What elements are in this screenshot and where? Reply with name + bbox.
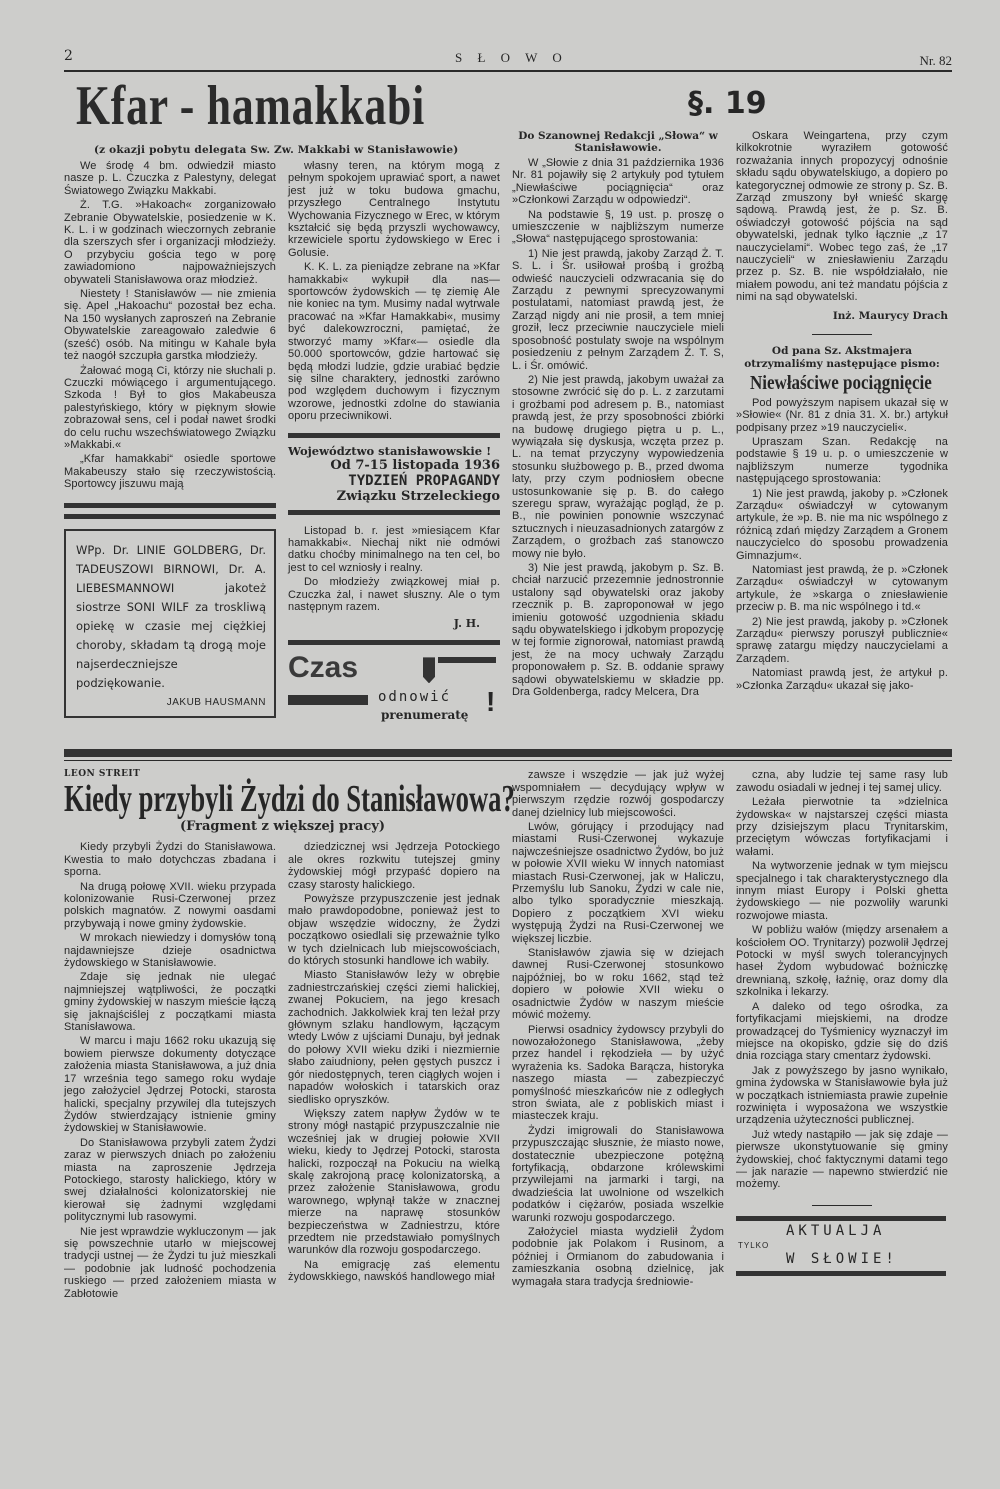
- paragraph: Miasto Stanisławów leży w obrębie zadniestrczańskiej części ziemi halickiej, zwanej Pokuciem, na jego kresach zachodnich. Jakkolwiek kraj ten leżał przy głównym szlaku handlowym, łączącym wtedy Lwów z ujściami Dunaju, był jednak do połowy XVII wieku dziki i niezmiernie słabo zaiudniony, pełen gęstych puszcz i gór niedostępnych, teren ciągłych wojen i napadów wołoskich i tatarskich oraz siedlisko opryszków.: [288, 969, 500, 1106]
- paragraph: Większy zatem napływ Żydów w te strony mógł nastąpić przypuszczalnie nie wcześniej jak w drugiej połowie XVII wieku, kiedy to Jędrzej Potocki, starosta halicki, rozpoczął na Pokuciu na wielką skalę zakrojoną pracę kolonizatorską, a przez założenie Stanisławowa, grodu warownego, wpłynął także w znacznej mierze na naprawę stosunków bezpieczeństwa w Zadniestrzu, które przedtem nie przedstawiało pomyślnych warunków dla rozwoju gospodarczego.: [288, 1107, 500, 1257]
- decor-bar: [736, 1271, 946, 1276]
- paragraph: Do Stanisławowa przybyli zatem Żydzi zaraz w pierwszych dniach po założeniu miasta na zaproszenie Jędrzeja Potockiego, starosty halickiego, który w swej działalności kolonizatorskiej nie kierował się żadnymi względami politycznymi lub rasowymi.: [64, 1136, 276, 1224]
- short-divider: [812, 334, 872, 335]
- thanks-signature: JAKUB HAUSMANN: [166, 696, 266, 708]
- aktualja-line-3: W SŁOWIE!: [786, 1250, 898, 1267]
- paragraph: Na wytworzenie jednak w tym miejscu specjalnego i tak charakterystycznego dla innym miast Europy i Polski ghetta żydowskiego — nie pozwoliły warunki rozwojowe miasta.: [736, 860, 948, 922]
- kfar-column-1: [64, 160, 276, 493]
- paragraph: Już wtedy nastąpiło — jak się zdaje — pierwsze ukonstytuowanie się gminy żydowskiej, choć faktycznymi datami tego — jak narazie — napewno stwierdzić nie możemy.: [736, 1128, 948, 1191]
- paragraph: Do młodzieży związkowej miał p. Czuczka żal, i nawet słuszny. Ale o tym następnym razem.: [288, 576, 500, 613]
- paragraph: Założyciel miasta wydzielił Żydom podobnie jak Polakom i Rusinom, a później i Ormianom do zabudowania i zamieszkania osobną dzielnicę, jak wymagała stara tradycja średniowie-: [512, 1226, 724, 1288]
- paragraph: Oskara Weingartena, przy czym kilkokrotnie wyraziłem gotowość rozważania innych propozycyj odnośnie składu sądu obywatelskiugo, a dopiero po kategorycznej odmowie ze strony p. Sz. B. Zarząd zmuszony był wnieść skargę sądową. Prawdą jest, że p. Sz. B. oświadczył gotowość pójścia na sąd obywatelski, jednak tylko łącznie „z 17 nauczycielami“. Wobec tego zaś, że „17 nauczycieli“ w zniesławieniu Zarządu przez p. Sz. B. nie współdziałało, nie miałem powodu, ani też mandatu pójścia z nimi na sąd obywatelski.: [736, 130, 948, 304]
- propaganda-ad: [288, 444, 500, 504]
- paragraph: Listopad b. r. jest »miesiącem Kfar hamakkabi«. Niechaj nikt nie odmówi datku choćby minimalnego na ten cel, bo jest to cel wzniosły i realny.: [288, 524, 500, 574]
- paragraph: Jak z powyższego by jasno wynikało, gmina żydowska w Stanisławowie była już w początkach istniemiasta prawie zupełnie rozwinięta i wyposażona we wszystkie urządzenia użyteczności publicznej.: [736, 1064, 948, 1127]
- kiedy-columns: [64, 841, 500, 1302]
- kfar-column-2: [288, 160, 500, 425]
- paragraf-article: [512, 76, 767, 700]
- paragraph: 1) Nie jest prawdą, jakoby Zarząd Ż. T. S. L. i Śr. usiłował prośbą i groźbą odwieść nauczycieli odzwracania się do Zarządu z pewnymi sprecyzowanymi postulatami, natomiast prawdą jest, że Zarząd nigdy ani nie prosił, a tem mniej groził, lecz przeciwnie nauczyciele mieli sposobność postulaty swoje na wspólnym posiedzeniu z pełnym Zarządem Ż. T. S, L. i Śr. omówić.: [512, 247, 724, 372]
- right-top-column: [736, 76, 948, 694]
- aktualja-ad: [736, 1216, 948, 1276]
- paragraph: W marcu i maju 1662 roku ukazują się bowiem pierwsze dokumenty dotyczące założenia miasta Stanisławowa, a już dnia 17 września tego samego roku wydaje jego założyciel Jędrzej Potocki, starosta halicki, specjalny przywilej dla tutejszych Żydów stwierdzający istnienie gminy żydowskiej w Stanisławowie.: [64, 1035, 276, 1135]
- paragraph: Pod powyższym napisem ukazał się w »Słowie« (Nr. 81 z dnia 31. X. br.) artykuł podpisany przez »19 nauczycieli«.: [736, 396, 948, 434]
- propaganda-line-3: TYDZIEŃ PROPAGANDY: [348, 472, 500, 489]
- paragraph: Natomiast jest prawdą, że p. »Członek Zarządu« oświadczył w cytowanym artykule, że »skarga o zniesławienie przeciw p. B. ma nic wspólnego i td.«: [736, 563, 948, 614]
- thanks-text: WPp. Dr. LINIE GOLDBERG, Dr. TADEUSZOWI BIRNOWI, Dr. A. LIEBESMANNOWI jakoteż siostrze SONI WILF za troskliwą opiekę w czasie mej ciężkiej choroby, składam tą drogą moje najserdeczniejsze podziękowanie.: [76, 542, 266, 690]
- paragraph: Na podstawie §, 19 ust. p. proszę o umieszczenie w najbliższym numerze „Słowa“ następującego sprostowania:: [512, 208, 724, 246]
- czas-exclaim: !: [486, 686, 496, 718]
- paragraph: 1) Nie jest prawdą, jakoby p. »Członek Zarządu« oświadczył w cytowanym artykule, że »p. B. nie ma nic wspólnego z różnicą zdań między Zarządem a Gronem nauczycielco do sposobu prowadzenia Gimnazjum«.: [736, 487, 948, 562]
- paragraph: Żydzi imigrowali do Stanisławowa przypuszczając słusznie, że miasto nowe, dostatecznie ubezpieczone potężną fortyfikacją, obdarzone królewskimi przywilejami na jarmarki i targi, na dwadzieścia lat uwolnione od wszelkich podatków i ciężarów, posiada wszelkie warunki rozwoju gospodarczego.: [512, 1124, 724, 1224]
- paragraph: W pobliżu wałów (między arsenałem a kościołem OO. Trynitarzy) pozwolił Jędrzej Potocki w myśl swych tolerancyjnych haseł Żydom wybudować bożniczkę drewnianą, szkołę, łaźnię, oraz domy dla szkolnika i lekarzy.: [736, 924, 948, 999]
- paragraph: Na emigrację zaś elementu żydowskkiego, nawskóś handlowego miał: [288, 1258, 500, 1284]
- paragraph: Lwów, górujący i przodujący nad miastami Rusi-Czerwonej wykazuje najwcześniejsze osadnictwo Żydów, bo już w połowie XVII wieku W innych natomiast miastach Rusi-Czerwonej, jak w Haliczu, Przemyślu lub Sanoku, Żydzi w cale nie, albo tylko sporadycznie mieszkają. Dopiero z początkiem XVI wieku występują Żydzi na Rusi-Czerwonej we większej liczbie.: [512, 821, 724, 945]
- niewlasciwe-column: [736, 397, 948, 694]
- paragraph: A daleko od tego ośrodka, za fortyfikacjami miejskiemi, na drodze prowadzącej do Tyśmienicy wyznaczył im miejsce na okopisko, gdzie się do dziś dnia rozciąga stary cmentarz żydowski.: [736, 1000, 948, 1063]
- czas-ad: [288, 651, 500, 739]
- decor-bar: [736, 1216, 946, 1221]
- kiedy-column-4: [736, 769, 948, 1192]
- paragraph: Upraszam Szan. Redakcję na podstawie § 19 u. p. o umieszczenie w najbliższym numerze tygodnika następującego sprostowania:: [736, 435, 948, 486]
- divider-bar: [64, 514, 276, 519]
- paragraph: dziedzicznej wsi Jędrzeja Potockiego ale okres rozkwitu tutejszej gminy żydowskiej mógł przypaść dopiero na czasy starosty halickiego.: [288, 841, 500, 891]
- kfar-headline: Kfar - hamakkabi: [76, 75, 426, 137]
- kiedy-column-3: [512, 769, 724, 1290]
- top-section: [64, 76, 952, 739]
- kiedy-headline-wrap: [64, 778, 515, 821]
- paragraph: Leżała pierwotnie ta »dzielnica żydowska« w najstarszej części miasta przy dzisiejszym placu Trynitarskim, przeciętym wówczas fortyfikacjami i wałami.: [736, 796, 948, 858]
- paragraf-address: Do Szanownej Redakcji „Słowa“ w Stanisławowie.: [518, 130, 718, 154]
- pen-nib-icon: [423, 657, 435, 683]
- paragraf-signature: Inż. Maurycy Drach: [832, 309, 948, 322]
- kfar-article: [64, 76, 500, 739]
- paragraph: Żałować mogą Ci, którzy nie słuchali p. Czuczki mówiącego i argumentującego. Szkoda ! Był to głos Makabeusza palestyńskiego, który w pięknym słowie zobrazował sens, cel i podał nawet środki do celu ruchu wszechświatowego Związku »Makkabi.«: [64, 364, 276, 451]
- paragraf-column-2: [736, 130, 948, 306]
- kfar-headline-wrap: [64, 76, 500, 138]
- paragraph: własny teren, na którym mogą z pełnym spokojem uprawiać sport, a nawet jest już w toku budowa gmachu, przyszłego Centralnego Instytutu Wychowania Fizycznego w Erec, w którym kształcić się będą przyszli wychowawcy, krzewiciele sportu żydowskiego w Erec i Golusie.: [288, 160, 500, 259]
- kiedy-column-1: [64, 841, 276, 1302]
- thanks-box: [64, 529, 276, 718]
- aktualja-line-1: AKTUALJA: [786, 1222, 886, 1239]
- kiedy-subtitle: (Fragment z większej pracy): [180, 819, 386, 835]
- propaganda-line-4: Związku Strzeleckiego: [336, 488, 500, 504]
- paragraph: „Kfar hamakkabi“ osiedle sportowe Makabeuszy stało się rzeczywistością. Sportowcy jiszuwu mają: [64, 453, 276, 491]
- paragraph: Nie jest wprawdzie wykluczonym — jak się powszechnie utarło w miejscowej tradycji ustnej — że Żydzi tu już mieszkali — podobnie jak ludność pochodzenia ruskiego — przed założeniem miasta w Zabłotowie: [64, 1225, 276, 1300]
- paragraph: 2) Nie jest prawdą, jakoby p. »Członek Zarządu« pierwszy poruszył publicznie« sprawę zatargu między nauczycielami a Zarządem.: [736, 615, 948, 665]
- divider-bar: [64, 503, 276, 508]
- paragraf-column-1: [512, 157, 724, 700]
- kiedy-headline: Kiedy przybyli Żydzi do Stanisławowa?: [64, 778, 515, 821]
- bottom-right-column: [736, 769, 948, 1275]
- kfar-columns: [64, 160, 500, 739]
- decor-bar: [438, 657, 496, 663]
- kiedy-column-2: [288, 841, 500, 1285]
- paragraph: Pierwsi osadnicy żydowscy przybyli do nowozałożonego Stanisławowa, „żeby przez handel i rękodzieła — by użyć wyrażenia ks. Sadoka Barącza, historyka naszego miasta — zabezpieczyć pomyślność mieszkańców nie z odległych stron świata, ale z pobliskich miast i miasteczek kraju.: [512, 1023, 724, 1123]
- niewlasciwe-headline-wrap: [736, 371, 948, 397]
- paragraph: Powyższe przypuszczenie jest jednak mało prawdopodobne, ponieważ jest to objaw wszędzie widoczny, że Żydzi początkowo osiedlali się przeważnie tylko w tych dzielnicach lub miejscowościach, do których stosunki handlowe ich wabiły.: [288, 893, 500, 968]
- kfar-subtitle: (z okazji pobytu delegata Sw. Zw. Makkabi w Stanisławowie): [94, 144, 459, 156]
- newspaper-title: S Ł O W O: [455, 50, 568, 65]
- paragraph: Niestety ! Stanisławów — nie zmienia się. Apel „Hakoachu“ pozostał bez echa. Na 150 wysłanych zaproszeń na Zebranie Obywatelskie zareagowało zaledwie 6 (sześć) osób. Na mitingu w Kahale była też naogół szczupła garstka młodzieży.: [64, 288, 276, 363]
- paragraph: 2) Nie jest prawdą, jakobym uważał za stosowne zwrócić się do p. L. z zarzutami i groźbami pod adresem p. B., natomiast prawdą jest, że przy sposobności zbiórki na budowę drugiego piętra u p. L., wywiązała się dyskusja, wczęta przez p. L. na temat przyczyny wypowiedzenia stosunku służbowego p. B., przed dwoma laty, przy czym podniosłem obecne ustosunkowanie się p. B. do całego szeregu spraw, wyrażając pogląd, że p. B., nie powinien ponownie wszczynać sztucznych i nieuzasadnionych zatargów z Zarządem, o groźbach zaś stanowczo mowy nie było.: [512, 373, 724, 560]
- propaganda-line-1: Województwo stanisławowskie !: [288, 443, 492, 458]
- niewlasciwe-intro: Od pana Sz. Akstmajera otrzymaliśmy następujące pismo:: [744, 344, 940, 370]
- kiedy-article: [64, 769, 515, 1302]
- divider-bar: [288, 433, 500, 438]
- paragraph: zawsze i wszędzie — jak już wyżej wspomniałem — decydujący wpływ w pierwszym rzędzie rozwój gospodarczy danej dzielnicy lub miejscowości.: [512, 769, 724, 819]
- aktualja-line-2: TYLKO: [738, 1240, 770, 1250]
- paragraf-headline: §. 19: [688, 86, 767, 121]
- paragraph: Ż. T.G. »Hakoach« zorganizowało Zebranie Obywatelskie, posiedzenie w K. K. L. i w godzinach wieczornych zebranie dla szerszych sfer i organizacji młodzieży. O przybyciu gościa tego w porę zawiadomiono najpoważniejszych obywateli Stanisławowa oraz młodzież.: [64, 199, 276, 286]
- kiedy-author: LEON STREIT: [64, 769, 141, 780]
- divider-bar: [288, 640, 500, 645]
- paragraph: W mrokach niewiedzy i domysłów toną najdawniejsze dzieje osadnictwa żydowskiego w Stanisławowie.: [64, 932, 276, 970]
- paragraph: W „Słowie z dnia 31 października 1936 Nr. 81 pojawiły się 2 artykuły pod tytułem „Niewłaściwe pociągnięcia“ oraz »Członkowi Zarządu w odpowiedzi“.: [512, 157, 724, 207]
- page-number: 2: [64, 48, 73, 64]
- divider-bar: [288, 510, 500, 515]
- masthead: [64, 44, 952, 72]
- kfar-right-stack: [288, 160, 500, 739]
- decor-bar: [288, 695, 368, 705]
- section-divider-line: [64, 760, 952, 761]
- paragraph: We środę 4 bm. odwiedził miasto nasze p. L. Czuczka z Palestyny, delegat Światowego Związku Makkabi.: [64, 160, 276, 197]
- newspaper-page: [64, 44, 952, 1302]
- kfar-left-stack: [64, 160, 276, 718]
- paragraph: Stanisławów zjawia się w dziejach dawnej Rusi-Czerwonej stosunkowo najpóźniej, bo w roku 1662, stąd też dopiero w połowie XVII wieku o osadnictwie Żydów w naszym mieście mówić możemy.: [512, 947, 724, 1022]
- paragraph: czna, aby ludzie tej same rasy lub zawodu osiadali w jednej i tej samej ulicy.: [736, 769, 948, 794]
- bottom-section: [64, 769, 952, 1302]
- paragraph: 3) Nie jest prawdą, jakobym p. Sz. B. chciał narzucić przezemnie jednostronnie ustalony sąd obywatelski oraz jakoby rzecznik p. B. zaproponował w jego imieniu gotowość uzgodnienia składu sądu obywatelskiego i jdkobym propozycję w tej formie zignorował, natomiast prawdą jest, że na mocy uchwały Zarządu proponowałem p. Sz. B. oddanie sprawy sądowi obywatelskiemu w składzie pp. Dra Goldenberga, radcy Melcera, Dra: [512, 562, 724, 699]
- paragraph: Na drugą połowę XVII. wieku przypada kolonizowanie Rusi-Czerwonej przez polskich magnatów. Z nowymi oasdami przybywają i nowe gminy żydowskie.: [64, 880, 276, 930]
- czas-line-2: prenumeratę: [381, 708, 469, 723]
- section-divider: [64, 749, 952, 757]
- paragraph: Kiedy przybyli Żydzi do Stanisławowa. Kwestia to mało dotychczas zbadana i sporna.: [64, 841, 276, 879]
- czas-word: Czas: [288, 651, 359, 685]
- propaganda-line-2: Od 7-15 listopada 1936: [330, 457, 500, 473]
- paragraph: Zdaje się jednak nie ulegać najmniejszej wątpliwości, że początki gminy żydowskiej w naszym mieście łączą się jaknajściślej z początkami miasta Stanisławowa.: [64, 971, 276, 1034]
- kfar-column-2b: [288, 525, 500, 616]
- czas-line-1: odnowić: [378, 689, 452, 706]
- short-divider: [812, 1205, 872, 1206]
- issue-number: Nr. 82: [919, 53, 952, 68]
- kfar-signature: J. H.: [453, 617, 480, 631]
- paragraph: Natomiast prawdą jest, że artykuł p. »Członka Zarządu« ukazał się jako-: [736, 667, 948, 692]
- niewlasciwe-headline: Niewłaściwe pociągnięcie: [750, 371, 932, 394]
- paragraph: K. K. L. za pieniądze zebrane na »Kfar hamakkabi« wykupił dla nas— sportowców żydowskich — tę ziemię Ale nie koniec na tym. Musimy nadal wytrwale pracować na »Kfar Hamakkabi«, musimy być dalekowzroczni, pamiętać, że stworzyć mamy »Kfar«— osiedle dla 50.000 sportowców, gdzie hartować się będą młodzi ludzie, gdzie urabiać będzie się silne charaktery, jednostki zarówno pod względem duchowym i fizycznym wzorowe, jednostki zdolne do stawiania oporu przeciwnikowi.: [288, 261, 500, 423]
